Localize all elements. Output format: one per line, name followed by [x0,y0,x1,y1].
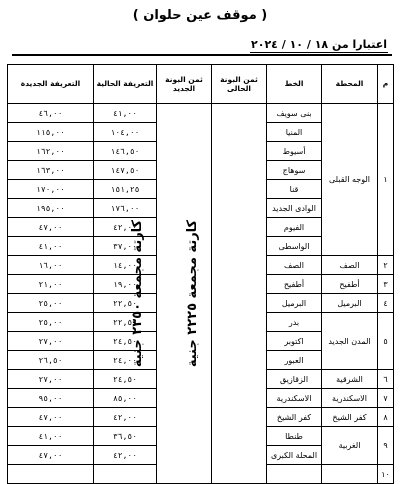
station-cell: البرميل [322,294,378,313]
row-index: ٧ [378,389,394,408]
card-new-text: كارتة مجمعة ٢٣٥٠ جنية [129,219,145,368]
fare-current-cell [94,465,157,484]
line-cell: الصف [267,256,322,275]
line-cell: العبور [267,351,322,370]
fare-current-cell: ٢٢,٥٠ [94,313,157,332]
station-cell: أطفيح [322,275,378,294]
station-cell: الصف [322,256,378,275]
station-cell: الاسكندرية [322,389,378,408]
fare-new-cell: ١٦,٠٠ [8,256,94,275]
effective-date: اعتبارا من ١٨ / ١٠ / ٢٠٢٤ [251,38,387,51]
fare-current-cell: ١٧٦,٠٠ [94,199,157,218]
fare-new-cell: ١٦٣,٠٠ [8,161,94,180]
fare-new-cell: ٤٧,٠٠ [8,408,94,427]
row-index: ٨ [378,408,394,427]
line-cell: كفر الشيخ [267,408,322,427]
fare-current-cell: ٢٤,٠٠ [94,351,157,370]
row-index: ٤ [378,294,394,313]
fare-current-cell: ١٥١,٢٥ [94,180,157,199]
line-cell: قنا [267,180,322,199]
fare-new-cell: ١٩٥,٠٠ [8,199,94,218]
row-index: ٩ [378,427,394,465]
card-old-cell [184,104,267,484]
line-cell [267,465,322,484]
station-cell: الغربية [322,427,378,465]
line-cell: الواسطى [267,237,322,256]
table-header-row [8,65,394,104]
header-fare-new: التعريفة الجديدة [8,65,94,104]
station-cell: الشرقية [322,370,378,389]
line-cell: بدر [267,313,322,332]
line-cell: المنيا [267,123,322,142]
row-index: ٣ [378,275,394,294]
station-cell [322,465,378,484]
fare-new-cell: ٤٦,٠٠ [8,104,94,123]
fare-current-cell: ٢٤,٥٠ [94,370,157,389]
header-line: الخط [267,65,322,104]
fare-current-cell: ٤٢,٠٠ [94,408,157,427]
fare-current-cell: ٢٤,٥٠ [94,332,157,351]
fare-current-cell: ١٤٧,٥٠ [94,161,157,180]
fare-new-cell: ٢٦,٥٠ [8,351,94,370]
line-cell: أطفيح [267,275,322,294]
fare-new-cell: ٢٥,٠٠ [8,294,94,313]
station-cell: كفر الشيخ [322,408,378,427]
fare-current-cell: ١٤,٠٠ [94,256,157,275]
table-row [8,104,394,123]
line-cell: الزقازيق [267,370,322,389]
fare-current-cell: ٢٢,٥٠ [94,294,157,313]
line-cell: الوادى الجديد [267,199,322,218]
fare-new-cell: ٤١,٠٠ [8,237,94,256]
fare-table [7,64,394,484]
line-cell: أسيوط [267,142,322,161]
fare-current-cell: ١٤٦,٥٠ [94,142,157,161]
row-index: ٢ [378,256,394,275]
station-cell: الوجه القبلى [322,104,378,256]
fare-new-cell: ٤٧,٠٠ [8,218,94,237]
line-cell: طنطا [267,427,322,446]
line-cell: بنى سويف [267,104,322,123]
fare-new-cell: ١٦٢,٠٠ [8,142,94,161]
header-card-new: ثمن البونة الجديد [157,65,212,104]
fare-new-cell: ٩٥,٠٠ [8,389,94,408]
fare-current-cell: ٣٦,٥٠ [94,427,157,446]
fare-new-cell: ٢١,٠٠ [8,275,94,294]
fare-new-cell: ٢٥,٠٠ [8,313,94,332]
row-index: ٦ [378,370,394,389]
row-index: ١٠ [378,465,394,484]
fare-current-cell: ٤٢,٠٠ [94,218,157,237]
row-index: ٥ [378,313,394,370]
fare-new-cell: ٢٧,٠٠ [8,332,94,351]
header-card-old: ثمن البونة الحالى [212,65,267,104]
fare-current-cell: ٨٥,٠٠ [94,389,157,408]
line-cell: المحلة الكبرى [267,446,322,465]
divider-line [12,54,392,56]
fare-current-cell: ٤١,٠٠ [94,104,157,123]
header-fare-current: التعريفة الحالية [94,65,157,104]
header-index: م [378,65,394,104]
fare-new-cell: ٢٧,٠٠ [8,370,94,389]
line-cell: اكتوبر [267,332,322,351]
line-cell: سوهاج [267,161,322,180]
fare-current-cell: ٤٢,٠٠ [94,446,157,465]
card-new-cell [129,104,212,484]
fare-new-cell [8,465,94,484]
fare-new-cell: ١١٥,٠٠ [8,123,94,142]
card-old-text: كارتة مجمعة ٢٢٢٥ جنية [184,219,200,368]
fare-current-cell: ١٠٤,٠٠ [94,123,157,142]
line-cell: الفيوم [267,218,322,237]
row-index: ١ [378,104,394,256]
fare-current-cell: ١٩,٠٠ [94,275,157,294]
line-cell: الاسكندرية [267,389,322,408]
header-station: المحطة [322,65,378,104]
fare-new-cell: ١٧٠,٠٠ [8,180,94,199]
fare-current-cell: ٣٧,٠٠ [94,237,157,256]
fare-new-cell: ٤١,٠٠ [8,427,94,446]
fare-new-cell: ٤٧,٠٠ [8,446,94,465]
station-cell: المدن الجديد [322,313,378,370]
line-cell: البرميل [267,294,322,313]
page-title: ( موقف عين حلوان ) [132,8,268,23]
